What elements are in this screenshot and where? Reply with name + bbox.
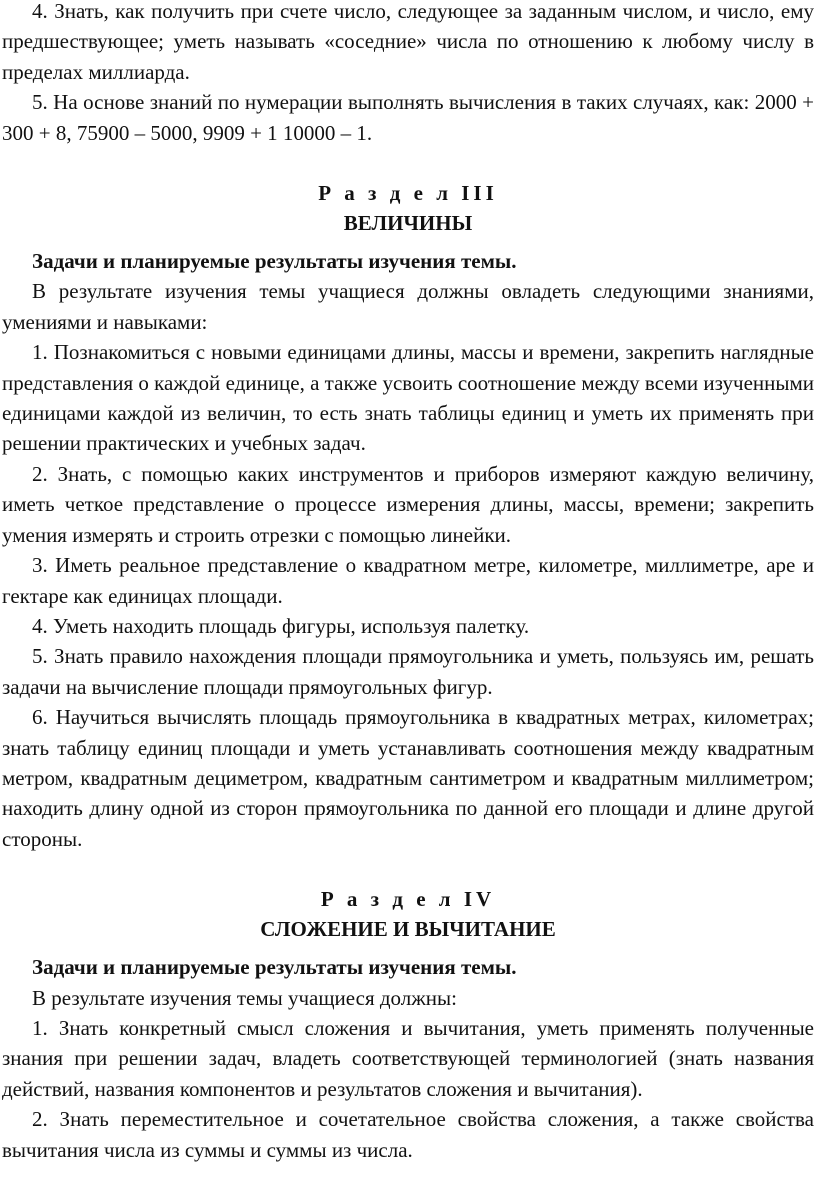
section-3-title: ВЕЛИЧИНЫ	[343, 211, 473, 236]
section-4-item-1: 1. Знать конкретный смысл сложения и вычитания, уметь применять полученные знания при решении задач, владеть соответствующей терминологией (знать названия действий, названия компонентов и результатов сложения и вычитания).	[2, 1015, 814, 1101]
section-3-item-6: 6. Научиться вычислять площадь прямоугольника в квадратных метрах, километрах; знать таблицу единиц площади и уметь устанавливать соотношения между квадратным метром, квадратным дециметром, квадратным сантиметром и квадратным миллиметром; находить длину одной из сторон прямоугольника по данной его площади и длине другой стороны.	[2, 705, 814, 851]
section-3-item-3: 3. Иметь реальное представление о квадратном метре, километре, миллиметре, аре и гектаре как единицах площади.	[2, 553, 814, 608]
section-3-item-2: 2. Знать, с помощью каких инструментов и приборов измеряют каждую величину, иметь четкое представление о процессе измерения длины, массы, времени; закрепить умения измерять и строить отрезки с помощью линейки.	[2, 461, 814, 547]
section-3-item-1: 1. Познакомиться с новыми единицами длины, массы и времени, закрепить наглядные представления о каждой единице, а также усвоить соотношение между всеми изученными единицами каждой из величин, то есть знать таблицы единиц и уметь их применять при решении практических и учебных задач.	[2, 340, 814, 456]
section-3-item-5: 5. Знать правило нахождения площади прямоугольника и уметь, пользуясь им, решать задачи на вычисление площади прямоугольных фигур.	[2, 644, 814, 699]
section-3-label: Р а з д е л III	[318, 181, 498, 206]
intro-paragraph-5: 5. На основе знаний по нумерации выполнять вычисления в таких случаях, как: 2000 + 300 + 8, 75900 – 5000, 9909 + 1 10000 – 1.	[2, 90, 814, 145]
section-3-item-4: 4. Уметь находить площадь фигуры, используя палетку.	[32, 613, 530, 638]
section-3-tasks-heading: Задачи и планируемые результаты изучения темы.	[32, 249, 517, 274]
section-4-item-2: 2. Знать переместительное и сочетательное свойства сложения, а также свойства вычитания числа из суммы и суммы из числа.	[2, 1107, 814, 1162]
section-3-lead: В результате изучения темы учащиеся должны овладеть следующими знаниями, умениями и навыками:	[2, 279, 814, 334]
spacer	[2, 854, 814, 884]
section-4-label: Р а з д е л IV	[320, 887, 496, 912]
section-4-tasks-heading: Задачи и планируемые результаты изучения темы.	[32, 955, 517, 980]
section-4-title: СЛОЖЕНИЕ И ВЫЧИТАНИЕ	[260, 917, 556, 942]
intro-paragraph-4: 4. Знать, как получить при счете число, следующее за заданным числом, и число, ему предшествующее; уметь называть «соседние» числа по отношению к любому числу в пределах миллиарда.	[2, 0, 814, 84]
spacer	[2, 148, 814, 178]
section-4-lead: В результате изучения темы учащиеся должны:	[32, 985, 457, 1010]
